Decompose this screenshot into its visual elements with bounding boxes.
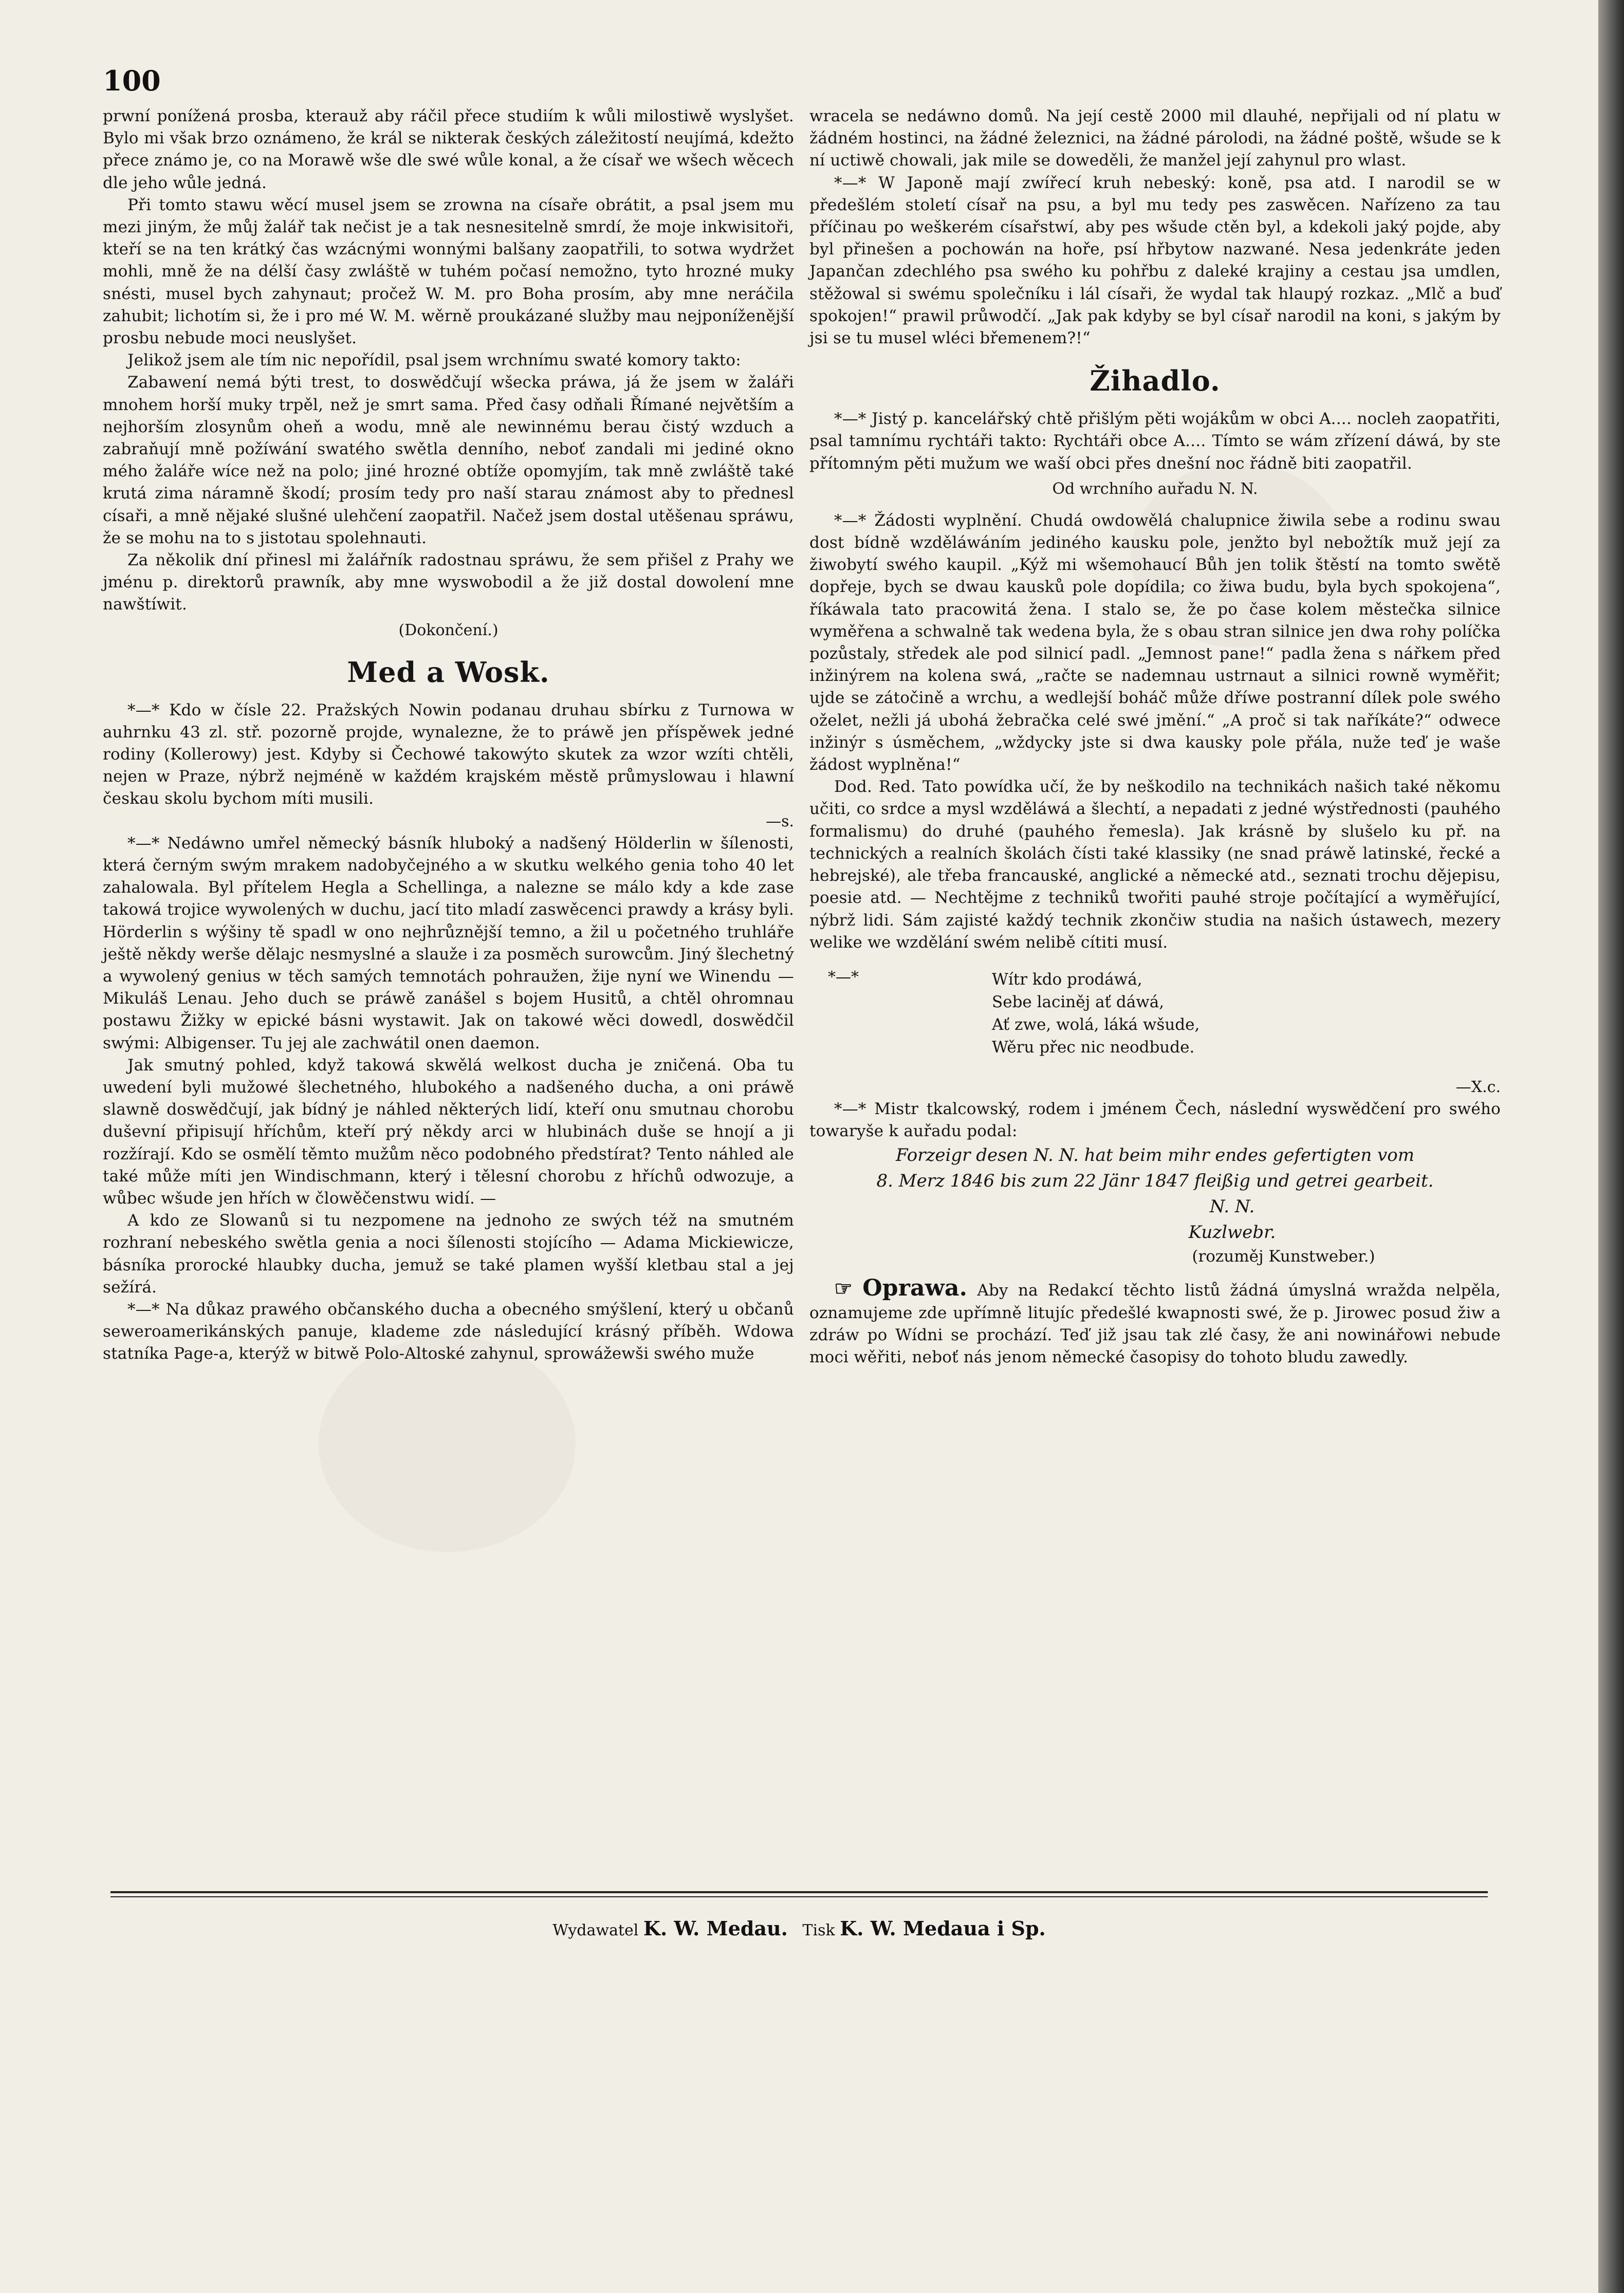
right-column	[809, 105, 1501, 1369]
poem-marker: *—*	[828, 968, 859, 986]
footer-divider	[110, 1896, 1488, 1897]
publisher-footer	[0, 1917, 1598, 1940]
certificate-signature: N. N.	[1209, 1196, 1255, 1217]
author-signature: Od wrchního auřadu N. N.	[1052, 479, 1258, 498]
page-edge-shadow	[1598, 0, 1624, 2293]
paragraph: Za několik dní přinesl mi žalářník radostnau spráwu, že sem přišel z Prahy we jménu p. direktorů prawník, aby mne wyswobodil a že již dostal dowolení mne nawštíwit.	[103, 551, 794, 614]
paragraph: *—* Nedáwno umřel německý básník hluboký a nadšený Hölderlin w šílenosti, která černým swým mrakem nadobyčejného a w skutku welkého genia toho 40 let zahalowala. Byl přítelem Hegla a Schellinga, a nalezne se málo kdy a kde zase takowá trojice wywolených w duchu, jací tito mladí zaswěcenci prawdy a krásy byli. Hörderlin s wýšiny tě spadl w ono nejhrůznější temno, a žil u početného truhláře ještě někdy werše dělajc nesmyslné a slauže i za posměch surowcům. Jiný šlechetný a wywolený genius w těch samých temnotách pohraužen, žije nyní we Winendu — Mikuláš Lenau. Jeho duch se práwě zanášel s bojem Husitů, a chtěl ohromnau postawu Žižky w epické básni wystawit. Jak on takowé wěci dowedl, doswědčil swými: Albigenser. Tu jej ale zachwátil onen daemon.	[103, 834, 794, 1052]
paragraph: *—* Na důkaz prawého občanského ducha a obecného smýšlení, který u občanů seweroamerikánských panuje, klademe zde následující krásný příběh. Wdowa statníka Page-a, kterýž w bitwě Polo-Altoské zahynul, sprowážewši swého muže	[103, 1300, 794, 1363]
publisher-label: Wydawatel	[552, 1921, 639, 1939]
poem	[809, 968, 1501, 1071]
certificate-signature: Kuzlwebr.	[1188, 1222, 1276, 1243]
paragraph: wracela se nedáwno domů. Na její cestě 2000 mil dlauhé, nepřijali od ní platu w žádném hostinci, na žádné železnici, na žádné párolodi, na žádné poště, wšude se k ní uctiwě chowali, jak mile se doweděli, že manžel její zahynul pro wlast.	[809, 107, 1501, 170]
paragraph: *—* Jistý p. kancelářský chtě přišlým pěti wojákům w obci A.... nocleh zaopatřiti, psal tamnímu rychtáři takto: Rychtáři obce A.... Tímto se wám zřízení dáwá, by ste přítomným pěti mužum we waší obci přes dnešní noc řádně biti zaopatřil.	[809, 410, 1501, 473]
author-signature: —s.	[766, 812, 794, 830]
paragraph: Dod. Red. Tato powídka učí, že by neškodilo na technikách našich také někomu učiti, co srdce a mysl wzděláwá a šlechtí, a nepadati z jedné wýstřednosti (pauhého formalismu) do druhé (pauhého řemesla). Jak krásně by slušelo ku př. na technických a realních školách čísti také klassiky (ne snad práwě latinské, řecké a hebrejské), ale třeba francauské, anglické a německé atd., seznati trochu dějepisu, poesie atd. — Nechtějme z techniků twořiti pauhé stroje počítající a wyměřující, nýbrž lidi. Sám zajisté každý technik zkončiw studia na našich ústawech, mezery welike we wzdělání swém nelibě cítiti musí.	[809, 778, 1501, 952]
paragraph: A kdo ze Slowanů si tu nezpomene na jednoho ze swých též na smutném rozhraní nebeského swětla genia a noci šílenosti stojícího — Adama Mickiewicze, básníka prorocké hlaubky ducha, jemuž se také plamen wyšší kletbau stal a jej sežírá.	[103, 1211, 794, 1297]
paragraph: *—* W Japoně mají zwířecí kruh nebeský: koně, psa atd. I narodil se w předešlém století císař na psu, a byl mu tedy pes zaswěcen. Nařízeno za tau příčinau po weškerém císařstwí, aby pes wšude ctěn byl, a kdekoli jaký pojde, aby byl přinešen a pochowán na hoře, psí hřbytow nazwané. Nesa jedenkráte jeden Japančan zdechlého psa swého ku pohřbu z daleké krajiny a cestau jsa umdlen, stěžowal si swému společníku i lál císaři, že wydal tak hlaupý rozkaz. „Mlč a buď spokojen!“ prawil průwodčí. „Jak pak kdyby se byl císař narodil na koni, s jakým by jsi se tu musel wléci břemenem?!“	[809, 173, 1501, 348]
correction-paragraph	[809, 1277, 1501, 1369]
paragraph: Jak smutný pohled, když takowá skwělá welkost ducha je zničená. Oba tu uwedení byli mužowé šlechetného, hlubokého a nadšeného ducha, a oni práwě slawně doswědčují, jak bídný je náhled některých lidí, kteří onu smutnau chorobu duševní připisují hříchům, kteří prý někdy arci w hlubinách duše se hnojí a ji rozžírají. Kdo se osmělí těmto mužům něco podobného předstírat? Tento náhled ale také může míti jen Windischmann, který i tělesní chorobu z hříchů odwozuje, a wůbec wšude jen hřích w člowěčenstwu widí. —	[103, 1056, 794, 1208]
left-column	[103, 105, 794, 1365]
poem-line: Ať zwe, wolá, láká wšude,	[992, 1015, 1200, 1034]
correction-title: Oprawa.	[862, 1275, 968, 1302]
poem-line: Sebe laciněj ať dáwá,	[992, 992, 1165, 1011]
footer-divider	[110, 1891, 1488, 1893]
paragraph: prwní ponížená prosba, kterauž aby ráčil přece studiím k wůli milostiwě wyslyšet. Bylo mi však brzo oznámeno, že král se nikterak českých záležitostí neujímá, kdežto přece známo je, co na Morawě wše dle swé wůle konal, a že císař we wšech wěcech dle jeho wůle jedná.	[103, 107, 794, 192]
printer-label: Tisk	[802, 1921, 835, 1939]
paragraph: *—* Žádosti wyplnění. Chudá owdowělá chalupnice žiwila sebe a rodinu swau dost bídně wzděláwáním jediného kausku pole, jenžto byl nebožtík muž její za žiwobytí swého kaupil. „Kýž mi wšemohaucí Bůh jen tolik štěstí na tomto swětě dopřeje, bych se dwau kausků pole dopídila; co žiwa budu, byla bych spokojena“, říkáwala tato pracowitá žena. I stalo se, že po čase kolem městečka silnice wyměřena a schwalně tak wedena byla, že s obau stran silnice jen dwa rohy políčka pozůstaly, středek ale pod silnicí padl. „Jemnost pane!“ padla žena s nářkem před inžinýrem na kolena swá, „račte se nademnau ustrnaut a silnici rowně wyměřit; ujde se zátočině a wrchu, a wedlejší boháč může dříwe postranní dílek pole swého oželet, nežli já ubohá žebračka celé swé jmění.“ „A proč si tak naříkáte?“ odwece inžinýr s úsměchem, „wždycky jste si dwa kausky pole přála, nuže teď je waše žádost wyplněna!“	[809, 511, 1501, 774]
paragraph: *—* Mistr tkalcowský, rodem i jménem Čech, následní wyswědčení pro swého towaryše k auřadu podal:	[809, 1099, 1501, 1141]
continuation-note: (Dokončení.)	[398, 621, 499, 639]
section-heading: Žihadlo.	[1090, 364, 1221, 398]
publisher-name: K. W. Medau.	[643, 1917, 788, 1940]
paragraph: Při tomto stawu wěcí musel jsem se zrowna na císaře obrátit, a psal jsem mu mezi jiným, že můj žalář tak nečist je a tak nesnesitelně smrdí, že moje inkwisitoři, kteří se na ten krátký čas wzácnými wonnými balšany zaopatřili, to sotwa wydržet mohli, mně že na délší časy zwláště w tuhém počasí nemožno, tyto hrozné muky snésti, musel bych zahynaut; pročež W. M. pro Boha prosím, aby mne neráčila zahubit; lichotím si, že i pro mé W. M. wěrně proukázané služby mau nejponíženější prosbu nebude moci neuslyšet.	[103, 195, 794, 348]
certificate-line: 8. Merz 1846 bis zum 22 Jänr 1847 fleißig und getrei gearbeit.	[876, 1171, 1434, 1192]
paragraph: Jelikož jsem ale tím nic nepořídil, psal jsem wrchnímu swaté komory takto:	[127, 351, 741, 370]
pointing-hand-icon: ☞	[834, 1277, 853, 1301]
correction-text: Aby na Redakcí těchto listů žádná úmyslná wražda nelpěla, oznamujeme zde upřímně litujíc předešlé kwapnosti swé, že p. Jirowec posud žiw a zdráw po Wídni se prochází. Teď již jsau tak zlé časy, že ani nowinářowi nebude moci wěřiti, neboť nás jenom německé časopisy do tohoto bludu zawedly.	[809, 1281, 1501, 1366]
page-number: 100	[103, 64, 161, 97]
paragraph: Zabawení nemá býti trest, to doswědčují wšecka práwa, já že jsem w žaláři mnohem horší muky trpěl, než je smrt sama. Před časy odňali Římané největším a nejhorším zlosynům oheň a wodu, mně ale newinnému berau čistý wzduch a zabraňují mně požíwání swatého swětla denního, neboť zandali mi jediné okno mého žaláře wíce než na polo; jiné hrozné obtíže opomyjím, tak mně zwláště také krutá zima náramně škodí; prosím tedy pro naší starau známost aby to přednesl císaři, a mně nějaké slušné ulehčení zaopatřil. Načež jsem dostal utěšenau spráwu, že se mohu na to s jistotau spolehnauti.	[103, 373, 794, 547]
poem-line: Wěru přec nic neodbude.	[992, 1038, 1195, 1057]
printer-name: K. W. Medaua i Sp.	[840, 1917, 1046, 1940]
poem-lines	[992, 968, 1199, 1059]
paragraph: *—* Kdo w čísle 22. Pražských Nowin podanau druhau sbírku z Turnowa w auhrnku 43 zl. stř. pozorně projde, wynalezne, že to práwě jen příspěwek jedné rodiny (Kollerowy) jest. Kdyby si Čechowé takowýto skutek za wzor wzíti chtěli, nejen w Praze, nýbrž nejméně w každém krajském městě průmyslowau i hlawní českau skolu bychom míti musili.	[103, 700, 794, 808]
paper-stain	[319, 1336, 576, 1552]
author-signature: —X.c.	[1455, 1078, 1501, 1096]
certificate-note: (rozuměj Kunstweber.)	[1192, 1247, 1375, 1266]
section-heading: Med a Wosk.	[347, 655, 550, 689]
certificate-line: Forzeigr desen N. N. hat beim mihr endes gefertigten vom	[896, 1145, 1414, 1166]
poem-line: Wítr kdo prodáwá,	[992, 970, 1142, 989]
